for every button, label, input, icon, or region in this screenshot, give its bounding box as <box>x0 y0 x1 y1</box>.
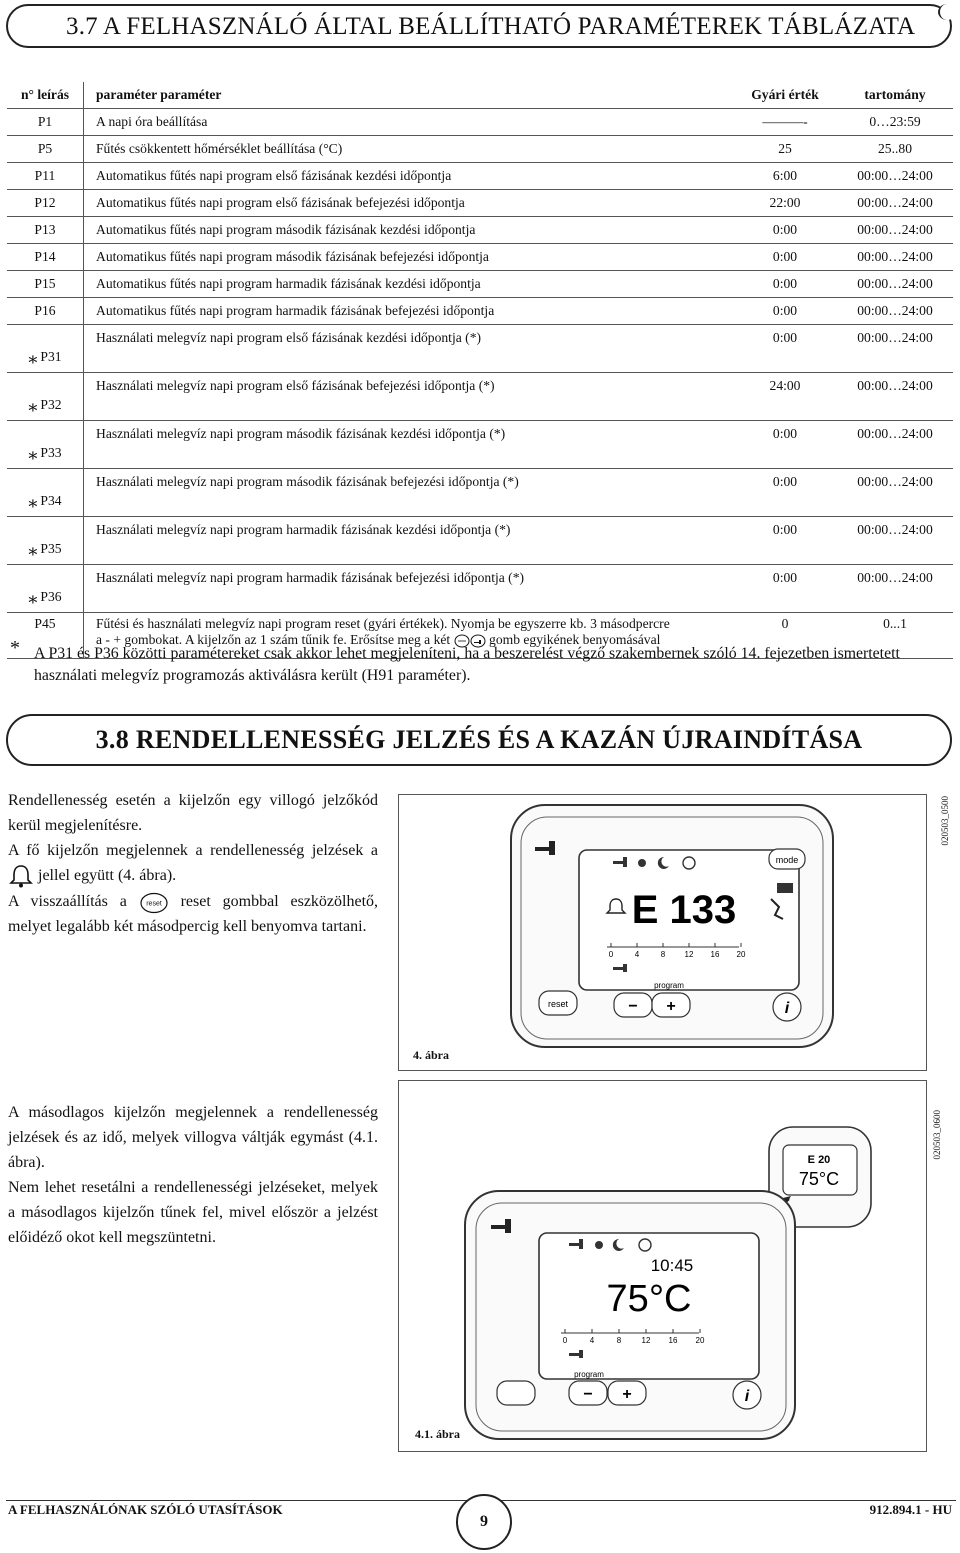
footnote-text: A P31 és P36 közötti paramétereket csak akkor lehet megjeleníteni, ha a beszerelést végző szakembernek szóló 14. fejezetben ismertetett használati melegvíz programozás aktiválásra került (H91 paraméter). <box>34 645 900 684</box>
p45-line2b: gomb egyikének benyomásával <box>489 632 661 647</box>
control-panel-drawing-2 <box>399 1081 926 1451</box>
asterisk-icon: ⁎ <box>28 347 38 367</box>
error-paragraph <box>8 788 378 939</box>
mode-button-label: mode <box>775 855 799 865</box>
param-factory-value: 6:00 <box>733 163 837 190</box>
parameter-table <box>7 82 953 659</box>
param-description: Automatikus fűtés napi program harmadik fázisának befejezési időpontja <box>84 298 734 325</box>
param-factory-value: 0:00 <box>733 325 837 373</box>
reset-button-label: reset <box>547 999 569 1009</box>
param-range: 00:00…24:00 <box>837 190 953 217</box>
param-code: P31 <box>40 349 62 364</box>
asterisk-icon: ⁎ <box>28 491 38 511</box>
figure-4-1-code: 020503_0600 <box>932 1110 942 1160</box>
param-description: Használati melegvíz napi program második fázisának kezdési időpontja (*) <box>84 421 734 469</box>
svg-text:−: − <box>628 998 638 1015</box>
table-row <box>7 298 953 325</box>
footnote-mark: * <box>10 637 20 659</box>
param-number <box>7 469 84 517</box>
program-label-2: program <box>574 1370 604 1379</box>
svg-text:i: i <box>744 1388 750 1405</box>
figure-4-1 <box>398 1080 927 1452</box>
param-number <box>7 517 84 565</box>
param-range: 25..80 <box>837 136 953 163</box>
timeline-tick-label: 12 <box>641 1336 651 1345</box>
param-description: A napi óra beállítása <box>84 109 734 136</box>
param-description: Automatikus fűtés napi program második fázisának kezdési időpontja <box>84 217 734 244</box>
param-description: Használati melegvíz napi program második fázisának befejezési időpontja (*) <box>84 469 734 517</box>
secondary-display-paragraph <box>8 1100 378 1250</box>
timeline-tick-label: 16 <box>710 950 720 959</box>
header-n: n° leírás <box>7 82 84 109</box>
figure-4-1-caption: 4.1. ábra <box>415 1427 460 1441</box>
param-description: Használati melegvíz napi program harmadik fázisának kezdési időpontja (*) <box>84 517 734 565</box>
asterisk-icon: ⁎ <box>28 395 38 415</box>
param-range: 00:00…24:00 <box>837 271 953 298</box>
param-factory-value: 0:00 <box>733 298 837 325</box>
secondary-error-code: E 20 <box>807 1154 831 1166</box>
param-factory-value: 25 <box>733 136 837 163</box>
table-row <box>7 469 953 517</box>
param-range: 0...1 <box>837 613 953 659</box>
param-number <box>7 190 84 217</box>
p45-line1: Fűtési és használati melegvíz napi program reset (gyári értékek). Nyomja be egyszerre kb. 3 másodpercre <box>96 616 670 631</box>
display-time: 10:45 <box>650 1256 694 1275</box>
param-factory-value: 0:00 <box>733 421 837 469</box>
table-row <box>7 517 953 565</box>
section2-title: 3.8 RENDELLENESSÉG JELZÉS ÉS A KAZÁN ÚJRAINDÍTÁSA <box>95 725 863 754</box>
param-factory-value: 0 <box>733 613 837 659</box>
param-range: 0…23:59 <box>837 109 953 136</box>
table-row <box>7 217 953 244</box>
param-range: 00:00…24:00 <box>837 163 953 190</box>
display-temp: 75°C <box>606 1278 692 1320</box>
param-code: P13 <box>34 222 56 237</box>
asterisk-icon: ⁎ <box>28 539 38 559</box>
param-number <box>7 271 84 298</box>
timeline-tick-label: 20 <box>736 950 746 959</box>
program-label: program <box>654 981 684 990</box>
table-row <box>7 325 953 373</box>
param-code: P11 <box>34 168 56 183</box>
param-code: P14 <box>34 249 56 264</box>
header-range: tartomány <box>837 82 953 109</box>
error-code-display: E 133 <box>631 888 737 932</box>
param-number <box>7 298 84 325</box>
radiator-icon <box>777 883 793 893</box>
param-code: P35 <box>40 541 62 556</box>
timeline-tick-label: 4 <box>634 950 640 959</box>
section-title-banner <box>6 4 952 48</box>
secondary-temp: 75°C <box>798 1169 840 1189</box>
asterisk-icon: ⁎ <box>28 443 38 463</box>
param-number <box>7 136 84 163</box>
param-range: 00:00…24:00 <box>837 517 953 565</box>
table-row <box>7 421 953 469</box>
table-row <box>7 136 953 163</box>
table-row <box>7 109 953 136</box>
param-range: 00:00…24:00 <box>837 217 953 244</box>
param-code: P12 <box>34 195 56 210</box>
param-factory-value: 24:00 <box>733 373 837 421</box>
para1-line3a: A visszaállítás a <box>8 893 127 911</box>
para2-line2: Nem lehet resetálni a rendellenességi jelzéseket, melyek a másodlagos kijelzőn tűnek fel, mivel először a jelzést előidéző okot kell megszüntetni. <box>8 1179 378 1246</box>
param-code: P15 <box>34 276 56 291</box>
param-factory-value: 22:00 <box>733 190 837 217</box>
param-number: P45 <box>7 613 84 659</box>
page-number: 9 <box>456 1494 512 1550</box>
param-factory-value: 0:00 <box>733 565 837 613</box>
param-description: Használati melegvíz napi program harmadik fázisának befejezési időpontja (*) <box>84 565 734 613</box>
timeline-tick-label: 0 <box>562 1336 568 1345</box>
timeline-tick-label: 4 <box>589 1336 595 1345</box>
asterisk-icon: ⁎ <box>28 587 38 607</box>
bell-icon <box>8 863 34 889</box>
param-description: Használati melegvíz napi program első fázisának befejezési időpontja (*) <box>84 373 734 421</box>
param-code: P1 <box>37 114 53 129</box>
footer-right: 912.894.1 - HU <box>869 1502 952 1517</box>
header-factory: Gyári érték <box>733 82 837 109</box>
param-description: Automatikus fűtés napi program második fázisának befejezési időpontja <box>84 244 734 271</box>
param-range: 00:00…24:00 <box>837 565 953 613</box>
section2-title-banner <box>6 714 952 766</box>
para1-line1: Rendellenesség esetén a kijelzőn egy villogó jelzőkód kerül megjelenítésre. <box>8 792 378 834</box>
param-factory-value: 0:00 <box>733 517 837 565</box>
figure-4 <box>398 794 927 1071</box>
param-range: 00:00…24:00 <box>837 469 953 517</box>
para1-line3b: reset gombbal eszközölhető, melyet legalább két másodpercig kell benyomva tartani. <box>8 893 379 936</box>
param-factory-value: 0:00 <box>733 217 837 244</box>
para1-line2b: jellel együtt (4. ábra). <box>38 867 177 884</box>
timeline-tick-label: 8 <box>660 950 666 959</box>
footer-left: A FELHASZNÁLÓNAK SZÓLÓ UTASÍTÁSOK <box>8 1502 283 1517</box>
figure-4-caption: 4. ábra <box>413 1048 449 1062</box>
header-desc: paraméter paraméter <box>84 82 734 109</box>
param-description: Automatikus fűtés napi program első fázisának befejezési időpontja <box>84 190 734 217</box>
param-code: P32 <box>40 397 62 412</box>
table-row <box>7 373 953 421</box>
param-range: 00:00…24:00 <box>837 244 953 271</box>
param-range: 00:00…24:00 <box>837 421 953 469</box>
param-range: 00:00…24:00 <box>837 373 953 421</box>
reset-button-icon <box>139 892 169 914</box>
param-number <box>7 244 84 271</box>
param-factory-value: 0:00 <box>733 469 837 517</box>
timeline-tick-label: 0 <box>608 950 614 959</box>
param-number <box>7 421 84 469</box>
figure-4-code: 020503_0500 <box>940 796 950 846</box>
param-number <box>7 109 84 136</box>
table-row <box>7 190 953 217</box>
timeline-tick-label: 8 <box>616 1336 622 1345</box>
p45-line2a: a - + gombokat. A kijelzőn az 1 szám tűnik fe. Erősítse meg a két <box>96 632 451 647</box>
banner-corner <box>938 4 956 20</box>
timeline-tick-label: 16 <box>668 1336 678 1345</box>
table-row <box>7 565 953 613</box>
section-title: 3.7 A FELHASZNÁLÓ ÁLTAL BEÁLLÍTHATÓ PARAMÉTEREK TÁBLÁZATA <box>66 13 916 40</box>
reset-icon-label: reset <box>145 900 162 908</box>
param-description: Automatikus fűtés napi program első fázisának kezdési időpontja <box>84 163 734 190</box>
param-code: P16 <box>34 303 56 318</box>
table-row <box>7 271 953 298</box>
control-panel-drawing <box>399 795 926 1070</box>
param-factory-value: 0:00 <box>733 271 837 298</box>
param-number <box>7 325 84 373</box>
param-code: P5 <box>37 141 53 156</box>
param-code: P33 <box>40 445 62 460</box>
svg-text:+: + <box>666 998 676 1015</box>
param-code: P34 <box>40 493 62 508</box>
table-row <box>7 244 953 271</box>
para1-line2: A fő kijelzőn megjelennek a rendellenesség jelzések a <box>8 842 378 859</box>
param-number <box>7 163 84 190</box>
param-description: Használati melegvíz napi program első fázisának kezdési időpontja (*) <box>84 325 734 373</box>
timeline-tick-label: 20 <box>695 1336 705 1345</box>
param-number <box>7 217 84 244</box>
param-description: Fűtés csökkentett hőmérséklet beállítása (°C) <box>84 136 734 163</box>
param-factory-value: ———- <box>733 109 837 136</box>
param-number <box>7 373 84 421</box>
timeline-tick-label: 12 <box>684 950 694 959</box>
svg-text:i: i <box>784 1000 790 1017</box>
svg-text:−: − <box>583 1386 593 1403</box>
para2-line1: A másodlagos kijelzőn megjelennek a rendellenesség jelzések és az idő, melyek villogva váltják egymást (4.1. ábra). <box>8 1104 378 1171</box>
table-header-row <box>7 82 953 109</box>
param-description: Automatikus fűtés napi program harmadik fázisának kezdési időpontja <box>84 271 734 298</box>
param-number <box>7 565 84 613</box>
table-row <box>7 163 953 190</box>
svg-text:+: + <box>622 1386 632 1403</box>
sun-icon <box>638 859 646 867</box>
param-range: 00:00…24:00 <box>837 298 953 325</box>
param-code: P36 <box>40 589 62 604</box>
param-range: 00:00…24:00 <box>837 325 953 373</box>
param-factory-value: 0:00 <box>733 244 837 271</box>
